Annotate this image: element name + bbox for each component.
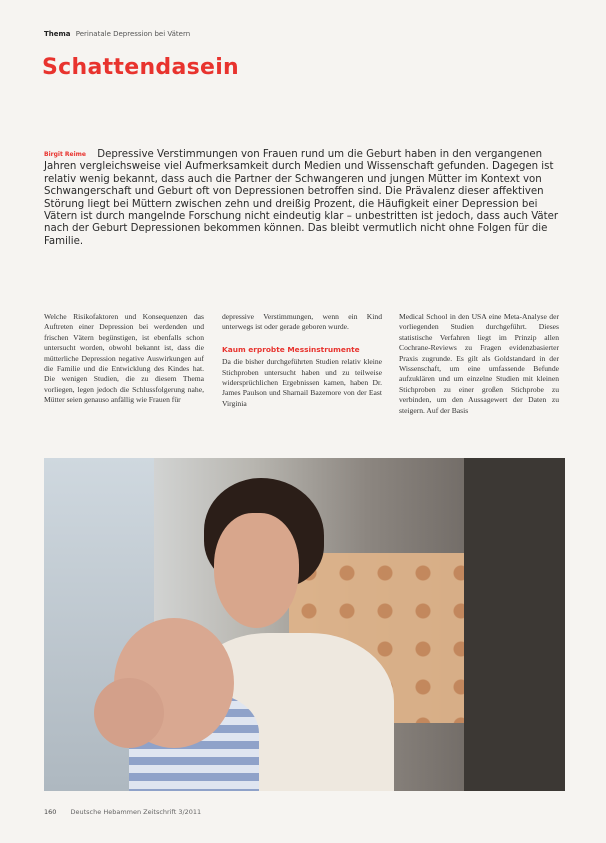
publication-name: Deutsche Hebammen Zeitschrift 3/2011 [70,808,202,816]
article-lead [44,149,564,248]
lead-text: Depressive Verstimmungen von Frauen rund um die Geburt haben in den vergangenen Jahren vergleichsweise viel Aufmerksamkeit durch Medien und Wissenschaft gefunden. Dagegen ist relativ wenig bekannt, dass auch die Partner der Schwangeren und jungen Mütter im Kontext von Schwangerschaft und Geburt oft von Depressionen betroffen sind. Die Prävalenz dieser affektiven Störung liegt bei Müttern zwischen zehn und dreißig Prozent, die Häufigkeit einer Depression bei Vätern ist durch mangelnde Forschung nicht eindeutig klar – unbestritten ist jedoch, dass auch Väter nach der Geburt Depressionen bekommen können. Das bleibt vermutlich nicht ohne Folgen für die Familie. [44,149,559,247]
photo-shelf [464,458,565,791]
column-3-text: Medical School in den USA eine Meta-Analyse der vorliegenden Studien durchgeführt. Dieses statistische Verfahren liegt im Prinzip allen Cochrane-Reviews zu Fragen evidenzbasierter Praxis zugrunde. Es gilt als Goldstandard in der Wissenschaft, um eine umfassende Befunde aufzuklären und um einzelne Studien mit kleinen Stichproben zu einer großen Stichprobe zu verbinden, um den Aussagewert der Daten zu steigern. Auf der Basis [399,312,559,415]
father-with-baby-photo [44,458,565,791]
body-column-1 [44,312,204,406]
photo-man-face [214,513,299,628]
column-subheading: Kaum erprobte Messinstrumente [222,344,360,354]
article-title: Schattendasein [42,55,240,80]
column-2-text: depressive Verstimmungen, wenn ein Kind unterwegs ist oder gerade geboren wurde. [222,312,382,332]
body-column-2 [222,312,382,409]
page-footer [44,808,201,816]
author-name: Birgit Reime [44,151,86,158]
column-2-text-continued: Da die bisher durchgeführten Studien relativ kleine Stichproben untersucht haben und zu teilweise widersprüchlichen Ergebnissen kamen, haben Dr. James Paulson und Sharnail Bazemore von der East Virginia [222,357,382,408]
page-number: 160 [44,808,57,816]
section-topic: Perinatale Depression bei Vätern [75,30,191,38]
column-1-text: Welche Risikofaktoren und Konsequenzen das Auftreten einer Depression bei werdenden und frischen Vätern begünstigen, ist ebenfalls schon untersucht worden, obwohl bekannt ist, dass die mütterliche Depression negative Auswirkungen auf die Familie und die Entwicklung des Kindes hat. Die wenigen Studien, die zu diesem Thema vorliegen, legen jedoch die Schlussfolgerung nahe, Mütter seien genauso anfällig wie Frauen für [44,312,204,405]
section-kicker [44,30,190,38]
body-column-3 [399,312,559,416]
photo-hand [94,678,164,748]
section-label: Thema [44,30,71,38]
